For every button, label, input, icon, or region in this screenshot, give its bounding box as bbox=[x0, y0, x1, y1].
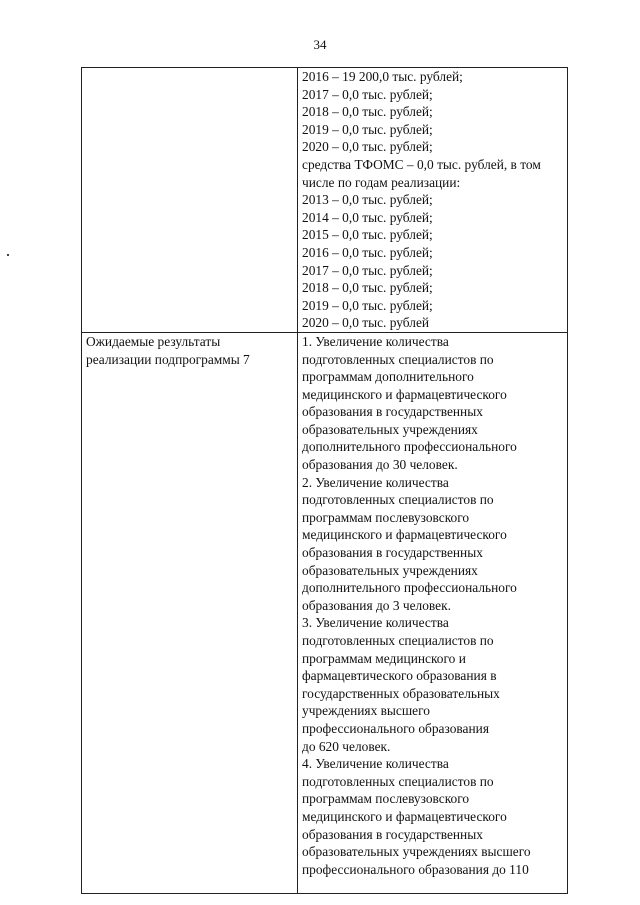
row2-value-cell bbox=[298, 332, 568, 893]
row2-label-line-2: реализации подпрограммы 7 bbox=[86, 351, 250, 367]
results-line: фармацевтического образования в bbox=[302, 668, 497, 684]
funding-line: 2018 – 0,0 тыс. рублей; bbox=[302, 280, 433, 296]
table-row-expected-results bbox=[82, 332, 568, 893]
results-line: медицинского и фармацевтического bbox=[302, 386, 507, 402]
results-line: образовательных учреждениях bbox=[302, 562, 478, 578]
results-line: государственных образовательных bbox=[302, 685, 500, 701]
results-line: программам медицинского и bbox=[302, 650, 466, 666]
funding-line: 2017 – 0,0 тыс. рублей; bbox=[302, 262, 433, 278]
row1-label-cell bbox=[82, 68, 298, 333]
results-line: образования в государственных bbox=[302, 826, 483, 842]
funding-line: 2020 – 0,0 тыс. рублей bbox=[302, 315, 430, 331]
funding-line: 2020 – 0,0 тыс. рублей; bbox=[302, 139, 433, 155]
results-line: профессионального образования bbox=[302, 720, 489, 736]
row2-label-cell bbox=[82, 332, 298, 893]
funding-line: 2019 – 0,0 тыс. рублей; bbox=[302, 121, 433, 137]
results-line: программам послевузовского bbox=[302, 791, 470, 807]
results-line: образования до 3 человек. bbox=[302, 597, 451, 613]
results-line: дополнительного профессионального bbox=[302, 580, 517, 596]
results-line: 1. Увеличение количества bbox=[302, 333, 449, 349]
results-line: подготовленных специалистов по bbox=[302, 351, 494, 367]
results-line: образовательных учреждениях высшего bbox=[302, 844, 531, 860]
funding-line: 2013 – 0,0 тыс. рублей; bbox=[302, 192, 433, 208]
scan-speck bbox=[7, 254, 9, 256]
results-lines bbox=[302, 333, 563, 878]
row1-value-cell bbox=[298, 68, 568, 333]
results-line: 2. Увеличение количества bbox=[302, 474, 449, 490]
results-line: образования до 30 человек. bbox=[302, 457, 458, 473]
results-line: профессионального образования до 110 bbox=[302, 861, 529, 877]
funding-line: 2016 – 0,0 тыс. рублей; bbox=[302, 244, 433, 260]
results-line: программам дополнительного bbox=[302, 369, 474, 385]
results-line: 3. Увеличение количества bbox=[302, 615, 449, 631]
row2-label-line-1: Ожидаемые результаты bbox=[86, 333, 221, 349]
results-line: образовательных учреждениях bbox=[302, 421, 478, 437]
results-line: подготовленных специалистов по bbox=[302, 633, 494, 648]
results-line: медицинского и фармацевтического bbox=[302, 527, 507, 543]
funding-line: 2015 – 0,0 тыс. рублей; bbox=[302, 227, 433, 243]
results-line: учреждениях высшего bbox=[302, 703, 430, 719]
results-line: медицинского и фармацевтического bbox=[302, 808, 507, 824]
results-line: подготовленных специалистов по bbox=[302, 773, 494, 789]
results-line: образования в государственных bbox=[302, 404, 483, 420]
results-line: подготовленных специалистов по bbox=[302, 492, 494, 508]
results-line: 4. Увеличение количества bbox=[302, 756, 449, 772]
funding-line: 2017 – 0,0 тыс. рублей; bbox=[302, 86, 433, 102]
funding-lines bbox=[302, 68, 563, 332]
table-row-funding bbox=[82, 68, 568, 333]
page-number: 34 bbox=[313, 37, 327, 52]
funding-line: средства ТФОМС – 0,0 тыс. рублей, в том bbox=[302, 156, 541, 172]
funding-line: 2019 – 0,0 тыс. рублей; bbox=[302, 297, 433, 313]
results-line: образования в государственных bbox=[302, 545, 483, 561]
funding-line: числе по годам реализации: bbox=[302, 174, 461, 190]
results-line: до 620 человек. bbox=[302, 738, 391, 754]
funding-line: 2018 – 0,0 тыс. рублей; bbox=[302, 104, 433, 120]
results-line: дополнительного профессионального bbox=[302, 439, 517, 455]
funding-line: 2016 – 19 200,0 тыс. рублей; bbox=[302, 69, 463, 84]
program-table bbox=[81, 67, 568, 894]
results-line: программам послевузовского bbox=[302, 509, 470, 525]
funding-line: 2014 – 0,0 тыс. рублей; bbox=[302, 209, 433, 225]
